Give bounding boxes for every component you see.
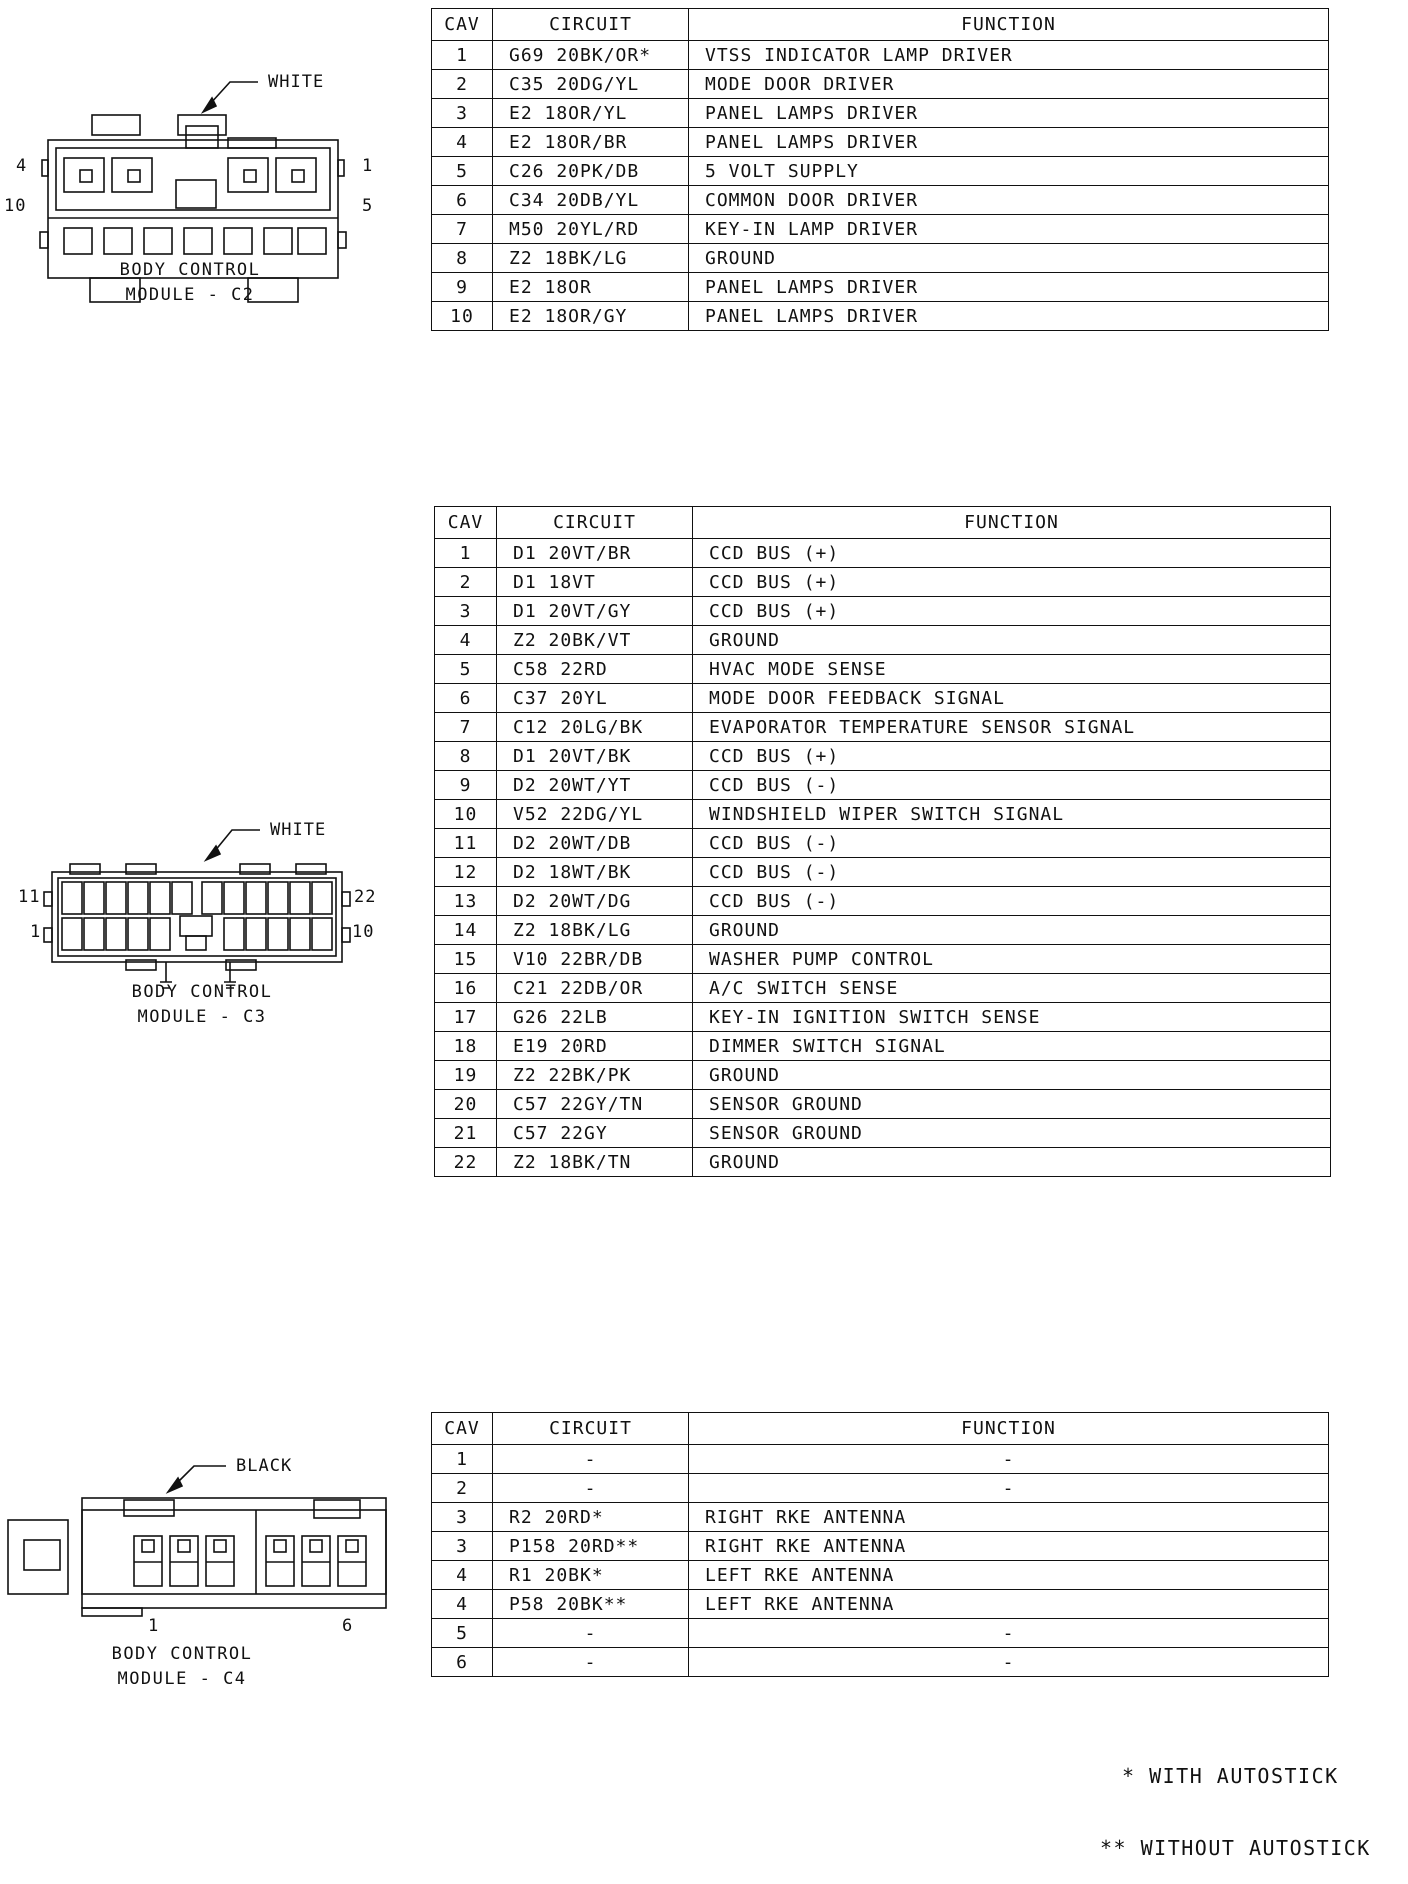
function-cell: GROUND xyxy=(693,916,1331,945)
function-cell: RIGHT RKE ANTENNA xyxy=(689,1503,1329,1532)
pin-table-c2-header xyxy=(432,9,1329,41)
table-row xyxy=(435,1090,1331,1119)
circuit-cell: P58 20BK** xyxy=(493,1590,689,1619)
cav-cell: 9 xyxy=(432,273,493,302)
circuit-cell: D1 18VT xyxy=(497,568,693,597)
cav-cell: 4 xyxy=(432,128,493,157)
connector-c2-pin-label-bottom-left: 10 xyxy=(4,196,27,216)
function-cell: CCD BUS (-) xyxy=(693,887,1331,916)
table-row xyxy=(435,597,1331,626)
table-row xyxy=(435,1003,1331,1032)
function-cell: WINDSHIELD WIPER SWITCH SIGNAL xyxy=(693,800,1331,829)
cav-cell: 19 xyxy=(435,1061,497,1090)
connector-c4-drawing xyxy=(0,1440,420,1640)
circuit-cell: E2 18OR xyxy=(493,273,689,302)
cav-cell: 7 xyxy=(432,215,493,244)
function-cell: LEFT RKE ANTENNA xyxy=(689,1561,1329,1590)
header-cav: CAV xyxy=(435,507,497,539)
circuit-cell: C35 20DG/YL xyxy=(493,70,689,99)
function-cell: - xyxy=(689,1445,1329,1474)
connector-c3-color-label: WHITE xyxy=(270,820,327,840)
circuit-cell: D2 18WT/BK xyxy=(497,858,693,887)
table-row xyxy=(435,655,1331,684)
table-row xyxy=(435,771,1331,800)
cav-cell: 12 xyxy=(435,858,497,887)
cav-cell: 8 xyxy=(435,742,497,771)
function-cell: CCD BUS (+) xyxy=(693,597,1331,626)
header-circuit: CIRCUIT xyxy=(493,1413,689,1445)
cav-cell: 3 xyxy=(432,1532,493,1561)
function-cell: KEY-IN IGNITION SWITCH SENSE xyxy=(693,1003,1331,1032)
circuit-cell: Z2 18BK/TN xyxy=(497,1148,693,1177)
table-row xyxy=(432,273,1329,302)
table-row xyxy=(432,1503,1329,1532)
cav-cell: 6 xyxy=(435,684,497,713)
header-function: FUNCTION xyxy=(689,9,1329,41)
circuit-cell: E2 18OR/YL xyxy=(493,99,689,128)
function-cell: CCD BUS (-) xyxy=(693,829,1331,858)
cav-cell: 8 xyxy=(432,244,493,273)
circuit-cell: C21 22DB/OR xyxy=(497,974,693,1003)
function-cell: SENSOR GROUND xyxy=(693,1090,1331,1119)
header-circuit: CIRCUIT xyxy=(493,9,689,41)
function-cell: KEY-IN LAMP DRIVER xyxy=(689,215,1329,244)
connector-c2-caption-line-2: MODULE - C2 xyxy=(125,285,255,305)
circuit-cell: C34 20DB/YL xyxy=(493,186,689,215)
function-cell: PANEL LAMPS DRIVER xyxy=(689,99,1329,128)
cav-cell: 16 xyxy=(435,974,497,1003)
function-cell: GROUND xyxy=(689,244,1329,273)
header-circuit: CIRCUIT xyxy=(497,507,693,539)
function-cell: VTSS INDICATOR LAMP DRIVER xyxy=(689,41,1329,70)
circuit-cell: C26 20PK/DB xyxy=(493,157,689,186)
connector-c2-color-label: WHITE xyxy=(268,72,325,92)
circuit-cell: V10 22BR/DB xyxy=(497,945,693,974)
cav-cell: 10 xyxy=(435,800,497,829)
cav-cell: 10 xyxy=(432,302,493,331)
table-row xyxy=(435,829,1331,858)
table-row xyxy=(432,244,1329,273)
circuit-cell: D2 20WT/DG xyxy=(497,887,693,916)
table-row xyxy=(432,1648,1329,1677)
function-cell: PANEL LAMPS DRIVER xyxy=(689,273,1329,302)
connector-c3-caption-line-2: MODULE - C3 xyxy=(137,1007,267,1027)
circuit-cell: D2 20WT/YT xyxy=(497,771,693,800)
circuit-cell: R2 20RD* xyxy=(493,1503,689,1532)
connector-c3-pin-label-bottom-left: 1 xyxy=(30,922,42,942)
table-row xyxy=(435,945,1331,974)
cav-cell: 21 xyxy=(435,1119,497,1148)
function-cell: DIMMER SWITCH SIGNAL xyxy=(693,1032,1331,1061)
cav-cell: 5 xyxy=(435,655,497,684)
circuit-cell: C37 20YL xyxy=(497,684,693,713)
circuit-cell: P158 20RD** xyxy=(493,1532,689,1561)
table-row xyxy=(435,1032,1331,1061)
header-function: FUNCTION xyxy=(693,507,1331,539)
cav-cell: 20 xyxy=(435,1090,497,1119)
function-cell: CCD BUS (+) xyxy=(693,742,1331,771)
function-cell: LEFT RKE ANTENNA xyxy=(689,1590,1329,1619)
cav-cell: 3 xyxy=(435,597,497,626)
table-row xyxy=(432,1619,1329,1648)
table-row xyxy=(432,186,1329,215)
cav-cell: 22 xyxy=(435,1148,497,1177)
connector-c4-caption-line-1: BODY CONTROL xyxy=(111,1644,253,1664)
table-row xyxy=(432,70,1329,99)
circuit-cell: C58 22RD xyxy=(497,655,693,684)
table-row xyxy=(435,974,1331,1003)
connector-c3-pin-label-bottom-right: 10 xyxy=(352,922,375,942)
pin-table-c3-header xyxy=(435,507,1331,539)
circuit-cell: - xyxy=(493,1648,689,1677)
table-row xyxy=(432,1590,1329,1619)
function-cell: GROUND xyxy=(693,1148,1331,1177)
circuit-cell: D2 20WT/DB xyxy=(497,829,693,858)
function-cell: HVAC MODE SENSE xyxy=(693,655,1331,684)
connector-c4-caption xyxy=(52,1642,312,1692)
function-cell: WASHER PUMP CONTROL xyxy=(693,945,1331,974)
cav-cell: 2 xyxy=(435,568,497,597)
circuit-cell: C57 22GY xyxy=(497,1119,693,1148)
function-cell: - xyxy=(689,1474,1329,1503)
table-row xyxy=(435,858,1331,887)
cav-cell: 13 xyxy=(435,887,497,916)
table-row xyxy=(435,887,1331,916)
cav-cell: 4 xyxy=(432,1590,493,1619)
cav-cell: 17 xyxy=(435,1003,497,1032)
function-cell: RIGHT RKE ANTENNA xyxy=(689,1532,1329,1561)
circuit-cell: Z2 22BK/PK xyxy=(497,1061,693,1090)
function-cell: PANEL LAMPS DRIVER xyxy=(689,128,1329,157)
connector-c2-pin-label-top-left: 4 xyxy=(16,156,28,176)
header-cav: CAV xyxy=(432,9,493,41)
table-row xyxy=(432,41,1329,70)
connector-c2-pin-label-top-right: 1 xyxy=(362,156,374,176)
table-row xyxy=(435,626,1331,655)
circuit-cell: - xyxy=(493,1445,689,1474)
cav-cell: 6 xyxy=(432,186,493,215)
circuit-cell: V52 22DG/YL xyxy=(497,800,693,829)
connector-c4-pin-label-bottom-right: 6 xyxy=(342,1616,354,1636)
circuit-cell: D1 20VT/BK xyxy=(497,742,693,771)
cav-cell: 14 xyxy=(435,916,497,945)
cav-cell: 2 xyxy=(432,70,493,99)
cav-cell: 1 xyxy=(432,1445,493,1474)
connector-c3-caption-line-1: BODY CONTROL xyxy=(131,982,273,1002)
circuit-cell: Z2 18BK/LG xyxy=(493,244,689,273)
circuit-cell: M50 20YL/RD xyxy=(493,215,689,244)
table-row xyxy=(435,1061,1331,1090)
table-row xyxy=(432,1532,1329,1561)
cav-cell: 4 xyxy=(435,626,497,655)
function-cell: 5 VOLT SUPPLY xyxy=(689,157,1329,186)
function-cell: - xyxy=(689,1648,1329,1677)
table-row xyxy=(432,215,1329,244)
circuit-cell: C12 20LG/BK xyxy=(497,713,693,742)
circuit-cell: - xyxy=(493,1474,689,1503)
cav-cell: 11 xyxy=(435,829,497,858)
function-cell: SENSOR GROUND xyxy=(693,1119,1331,1148)
circuit-cell: R1 20BK* xyxy=(493,1561,689,1590)
table-row xyxy=(432,302,1329,331)
footnote-with-autostick: * WITH AUTOSTICK xyxy=(1122,1764,1339,1788)
function-cell: EVAPORATOR TEMPERATURE SENSOR SIGNAL xyxy=(693,713,1331,742)
function-cell: PANEL LAMPS DRIVER xyxy=(689,302,1329,331)
function-cell: GROUND xyxy=(693,626,1331,655)
cav-cell: 7 xyxy=(435,713,497,742)
circuit-cell: C57 22GY/TN xyxy=(497,1090,693,1119)
table-row xyxy=(435,1148,1331,1177)
cav-cell: 6 xyxy=(432,1648,493,1677)
cav-cell: 1 xyxy=(435,539,497,568)
connector-c3-caption xyxy=(72,980,332,1030)
table-row xyxy=(435,916,1331,945)
table-row xyxy=(435,742,1331,771)
circuit-cell: - xyxy=(493,1619,689,1648)
table-row xyxy=(432,128,1329,157)
circuit-cell: D1 20VT/GY xyxy=(497,597,693,626)
circuit-cell: E2 18OR/BR xyxy=(493,128,689,157)
footnote-without-autostick: ** WITHOUT AUTOSTICK xyxy=(1100,1836,1371,1860)
function-cell: CCD BUS (+) xyxy=(693,539,1331,568)
table-row xyxy=(435,800,1331,829)
function-cell: CCD BUS (+) xyxy=(693,568,1331,597)
function-cell: MODE DOOR DRIVER xyxy=(689,70,1329,99)
table-row xyxy=(435,1119,1331,1148)
pin-table-c4-header xyxy=(432,1413,1329,1445)
header-function: FUNCTION xyxy=(689,1413,1329,1445)
connector-c3-pin-label-top-right: 22 xyxy=(354,887,377,907)
cav-cell: 5 xyxy=(432,157,493,186)
connector-c4-caption-line-2: MODULE - C4 xyxy=(117,1669,247,1689)
function-cell: CCD BUS (-) xyxy=(693,858,1331,887)
pin-table-c3 xyxy=(434,506,1331,1177)
circuit-cell: E2 18OR/GY xyxy=(493,302,689,331)
connector-c4-pin-label-bottom-left: 1 xyxy=(148,1616,160,1636)
cav-cell: 18 xyxy=(435,1032,497,1061)
connector-c3-pin-label-top-left: 11 xyxy=(18,887,41,907)
connector-c4-diagram xyxy=(0,1440,420,1640)
table-row xyxy=(432,1474,1329,1503)
cav-cell: 15 xyxy=(435,945,497,974)
function-cell: CCD BUS (-) xyxy=(693,771,1331,800)
cav-cell: 2 xyxy=(432,1474,493,1503)
circuit-cell: Z2 18BK/LG xyxy=(497,916,693,945)
connector-c4-color-label: BLACK xyxy=(236,1456,293,1476)
circuit-cell: G69 20BK/OR* xyxy=(493,41,689,70)
pin-table-c4 xyxy=(431,1412,1329,1677)
function-cell: MODE DOOR FEEDBACK SIGNAL xyxy=(693,684,1331,713)
table-row xyxy=(435,539,1331,568)
table-row xyxy=(435,568,1331,597)
pin-table-c2 xyxy=(431,8,1329,331)
function-cell: - xyxy=(689,1619,1329,1648)
circuit-cell: G26 22LB xyxy=(497,1003,693,1032)
connector-c2-pin-label-bottom-right: 5 xyxy=(362,196,374,216)
table-row xyxy=(432,1445,1329,1474)
cav-cell: 3 xyxy=(432,1503,493,1532)
connector-c2-caption-line-1: BODY CONTROL xyxy=(119,260,261,280)
circuit-cell: D1 20VT/BR xyxy=(497,539,693,568)
table-row xyxy=(432,99,1329,128)
table-row xyxy=(435,713,1331,742)
function-cell: A/C SWITCH SENSE xyxy=(693,974,1331,1003)
cav-cell: 3 xyxy=(432,99,493,128)
circuit-cell: Z2 20BK/VT xyxy=(497,626,693,655)
header-cav: CAV xyxy=(432,1413,493,1445)
cav-cell: 1 xyxy=(432,41,493,70)
function-cell: COMMON DOOR DRIVER xyxy=(689,186,1329,215)
footnotes xyxy=(1100,1716,1371,1884)
cav-cell: 4 xyxy=(432,1561,493,1590)
table-row xyxy=(432,1561,1329,1590)
table-row xyxy=(435,684,1331,713)
cav-cell: 5 xyxy=(432,1619,493,1648)
cav-cell: 9 xyxy=(435,771,497,800)
circuit-cell: E19 20RD xyxy=(497,1032,693,1061)
connector-c2-caption xyxy=(60,258,320,308)
table-row xyxy=(432,157,1329,186)
function-cell: GROUND xyxy=(693,1061,1331,1090)
